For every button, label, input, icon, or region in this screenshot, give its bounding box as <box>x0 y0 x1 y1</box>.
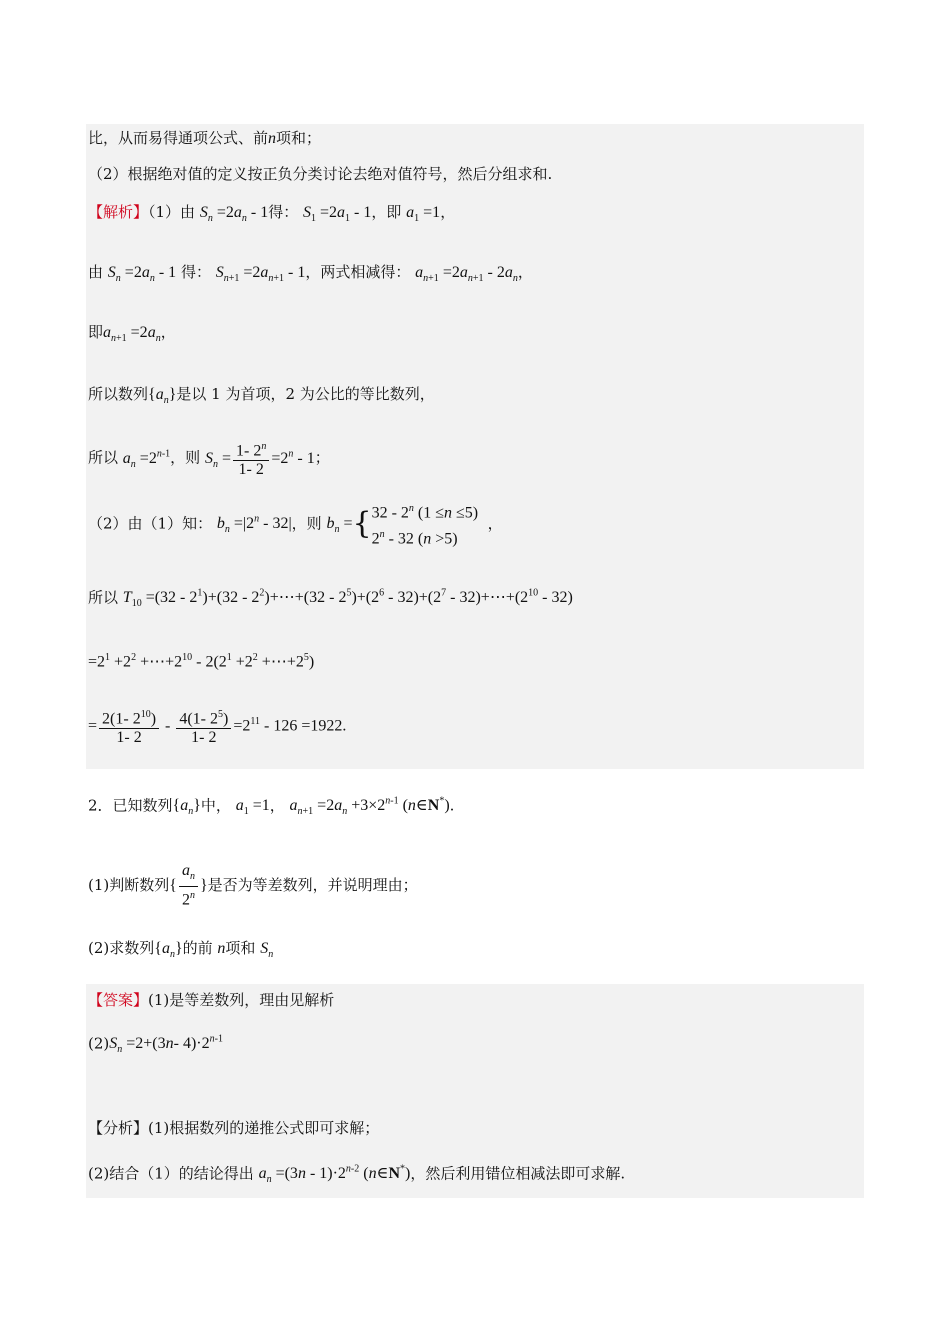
analysis-point-2: （2）根据绝对值的定义按正负分类讨论去绝对值符号，然后分组求和. <box>88 165 553 183</box>
solution-line-9: = $\frac{2(1- 2^{10})}{1- 2}$ - $\frac{4(1- 2^5)}{1- 2}$ $=2^{11} - 126 =1922$. <box>88 706 346 747</box>
question-2-part-1: (1)判断数列{ $\frac{a_n}{2^n}$ }是否为等差数列，并说明理由； <box>88 862 418 909</box>
solution-line-2: 由 $S_n =2a_n - 1$ 得： $S_{n+1} =2a_{n+1} - 1$，两式相减得： $a_{n+1} =2a_{n+1} - 2a_n$， <box>88 263 533 285</box>
solution-line-3: 即$a_{n+1} =2a_n$， <box>88 323 176 345</box>
solution-tag: 【解析】 <box>88 203 149 221</box>
question-2-part-2: (2)求数列$\{a_n\}$的前 n项和 $S_n$ <box>88 939 274 961</box>
analysis-continuation: 比，从而易得通项公式、前n项和； <box>88 129 322 147</box>
analysis-line-1: 【分析】(1)根据数列的递推公式即可求解； <box>88 1119 380 1137</box>
analysis-tag: 【分析】 <box>88 1119 149 1137</box>
analysis-line-2: (2)结合（1）的结论得出 $a_n =(3n - 1)\cdot 2^{n-2}$ (n∈N*)，然后利用错位相减法即可求解. <box>88 1164 626 1186</box>
solution-line-4: 所以数列$\{a_n\}$是以 1 为首项，2 为公比的等比数列， <box>88 385 435 407</box>
answer-line-2: $(2)S_n =2+(3n-$ $4)\cdot 2^{n-1}$ <box>88 1034 223 1056</box>
question-2: 2．已知数列$\{a_n\}$中， $a_1 =1$， $a_{n+1} =2a_n +3\times 2^{n-1}$ (n∈N*). <box>88 796 455 818</box>
solution-line-8: $=2^1 +2^2$ $+\cdots+2^{10} - 2(2^1 +2^2$ $+\cdots+2^5$) <box>88 652 315 671</box>
answer-tag: 【答案】 <box>88 991 149 1009</box>
solution-line-6: （2）由（1）知： $b_n =|2^n - 32|$，则 $b_n$ ={ 32 - 2$^n$ (1 ≤n ≤5) 2$^n$ - 32 (n >5) ， <box>88 503 503 548</box>
solution-line-5: 所以 $a_n =2^{n-1}$，则 $S_n$ = $\frac{1- 2^n}{1- 2}$ $=2^n - 1$； <box>88 438 330 479</box>
solution-line-1: 【解析】（1）由 $S_n =2a_n - 1$得： $S_1 =2a_1 - 1$，即 $a_1 =1$， <box>88 203 456 225</box>
answer-line-1: 【答案】(1)是等差数列，理由见解析 <box>88 991 335 1009</box>
solution-line-7: 所以 $T_{10} =(32 - 2^1)+(32$ - $2^2)+\cdots+(32 - 2^5)+(2^6 - 32)+(2^7$ - $32)+\cdots+(2^{10} - 32)$ <box>88 588 573 610</box>
